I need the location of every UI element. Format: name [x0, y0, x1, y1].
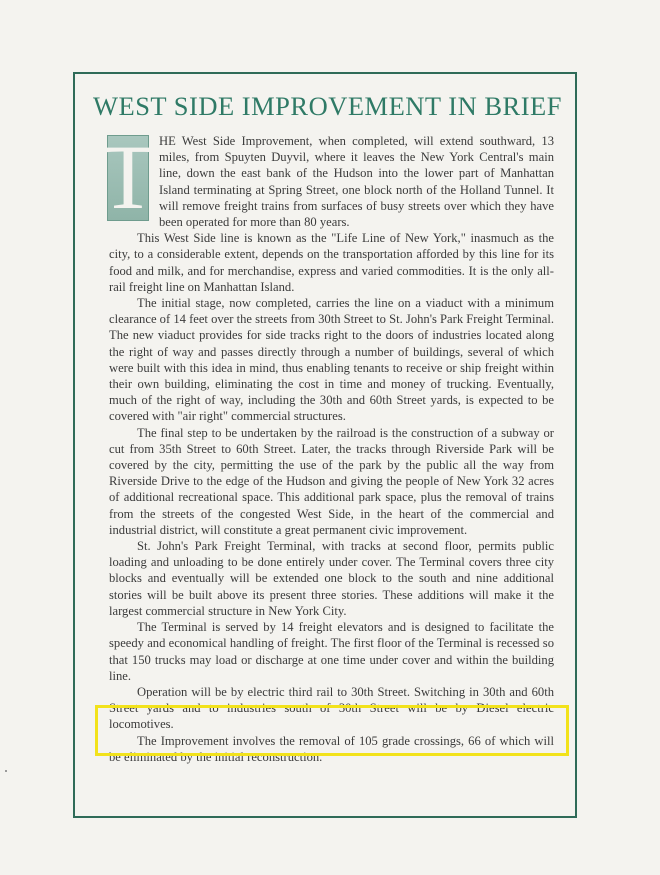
paragraph-8: The Improvement involves the removal of 105 grade crossings, 66 of which will be eliminated by the initial reconstruction.: [109, 733, 554, 764]
paragraph-4: The final step to be undertaken by the railroad is the construction of a subway or cut from 35th Street to 60th Street. Later, the tracks through Riverside Park will be covered by the city, permitting the use of the park by the public all the way from Riverside Drive to the edge of the Hudson and giving the people of New York 32 acres of additional recreational space. This additional park space, plus the removal of trains from the streets of the congested West Side, in the heart of the commercial and industrial district, will constitute a great permanent civic improvement.: [109, 425, 554, 537]
paragraph-2: This West Side line is known as the "Life Line of New York," inasmuch as the city, to a considerable extent, depends on the transportation afforded by this line for its food and milk, and for merchandise, express and varied commodities. It is the only all-rail freight line on Manhattan Island.: [109, 231, 554, 294]
paragraph-1: T HE West Side Improvement, when completed, will extend southward, 13 miles, from Spuyten Duyvil, where it leaves the New York Central's main line, down the east bank of the Hudson into the lower part of Manhattan Island terminating at Spring Street, one block north of the Holland Tunnel. It will remove freight trains from surfaces of busy streets over which they have been operated for more than 80 years.: [99, 126, 554, 230]
article-body: [99, 126, 554, 765]
paragraph-6: The Terminal is served by 14 freight elevators and is designed to facilitate the speedy and economical handling of freight. The first floor of the Terminal is recessed so that 150 trucks may load or discharge at one time under cover and within the building line.: [109, 620, 554, 683]
paragraph-7-highlighted: Operation will be by electric third rail to 30th Street. Switching in 30th and 60th Street yards and to industries south of 30th Street will be by Diesel electric locomotives.: [109, 684, 554, 732]
paragraph-3: The initial stage, now completed, carries the line on a viaduct with a minimum clearance of 14 feet over the streets from 30th Street to St. John's Park Freight Terminal. The new viaduct provides for side tracks right to the doors of industries located along the right of way and passes directly through a number of buildings, several of which were built with this idea in mind, thus enabling tenants to receive or ship freight within their own building, eliminating the cost in time and money of trucking. Eventually, much of the right of way, including the 30th and 60th Street yards, is expected to be covered with "air right" commercial structures.: [109, 296, 554, 424]
drop-cap-letter: T: [99, 126, 157, 228]
page-title: WEST SIDE IMPROVEMENT IN BRIEF: [93, 91, 562, 121]
margin-mark: [5, 770, 7, 772]
paragraph-5: St. John's Park Freight Terminal, with tracks at second floor, permits public loading and unloading to be done entirely under cover. The Terminal covers three city blocks and eventually will be extended one block to the south and nine additional stories will be built above its present three stories. These additions will make it the largest commercial structure in New York City.: [109, 539, 554, 618]
